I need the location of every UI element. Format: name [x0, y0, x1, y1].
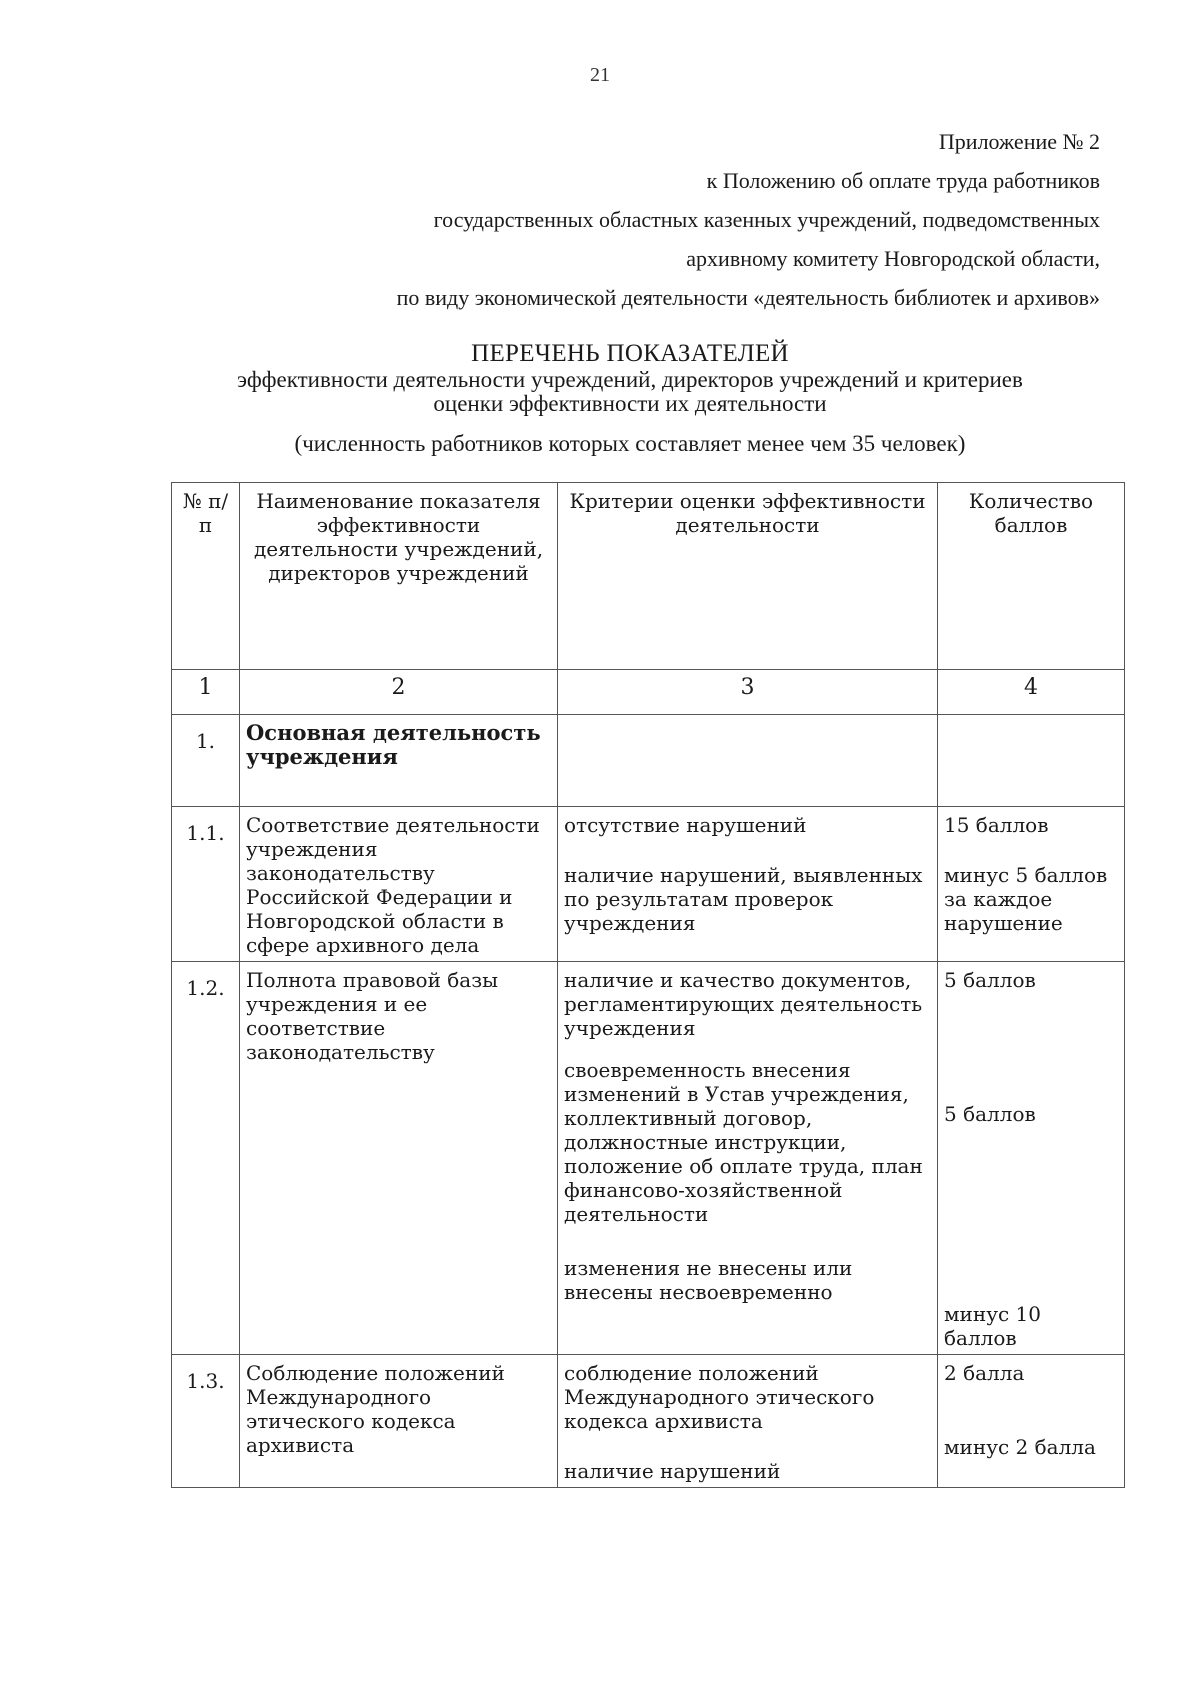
column-number: 2	[240, 670, 558, 715]
row-number: 1.3.	[172, 1355, 240, 1488]
score-cell	[938, 1355, 1125, 1488]
page-number: 21	[590, 64, 610, 86]
empty-cell	[558, 715, 938, 807]
score-cell	[938, 807, 1125, 962]
appendix-line-3: государственных областных казенных учреждений, подведомственных	[433, 207, 1100, 232]
table-header-row	[172, 483, 1125, 670]
indicator-name: Полнота правовой базы учреждения и ее соответствие законодательству	[240, 962, 558, 1355]
empty-cell	[938, 715, 1125, 807]
document-note: (численность работников которых составляет менее чем 35 человек)	[294, 431, 966, 456]
row-number: 1.	[172, 715, 240, 807]
document-subtitle-line-1: эффективности деятельности учреждений, директоров учреждений и критериев	[237, 367, 1023, 392]
table-row	[172, 1355, 1125, 1488]
criterion: наличие и качество документов, регламентирующих деятельность учреждения	[564, 968, 923, 1040]
appendix-line-4: архивному комитету Новгородской области,	[686, 246, 1100, 271]
score-cell	[938, 962, 1125, 1355]
document-heading	[150, 340, 1110, 458]
document-title: ПЕРЕЧЕНЬ ПОКАЗАТЕЛЕЙ	[471, 340, 789, 367]
header-score: Количество баллов	[938, 483, 1125, 670]
indicator-name: Соблюдение положений Международного этического кодекса архивиста	[240, 1355, 558, 1488]
appendix-line-2: к Положению об оплате труда работников	[706, 168, 1100, 193]
criterion: изменения не внесены или внесены несвоевременно	[564, 1256, 853, 1304]
score: 2 балла	[944, 1361, 1025, 1385]
column-number: 1	[172, 670, 240, 715]
table-row	[172, 715, 1125, 807]
column-numbers-row	[172, 670, 1125, 715]
criterion: наличие нарушений	[564, 1459, 781, 1483]
row-number: 1.1.	[172, 807, 240, 962]
appendix-line-5: по виду экономической деятельности «деятельность библиотек и архивов»	[396, 285, 1100, 310]
score: минус 2 балла	[944, 1435, 1096, 1459]
score: 5 баллов	[944, 1102, 1036, 1126]
score: минус 5 баллов за каждое нарушение	[944, 863, 1108, 935]
indicator-name: Соответствие деятельности учреждения законодательству Российской Федерации и Новгородской области в сфере архивного дела	[240, 807, 558, 962]
row-number: 1.2.	[172, 962, 240, 1355]
score: минус 10 баллов	[944, 1302, 1041, 1350]
criterion: соблюдение положений Международного этического кодекса архивиста	[564, 1361, 875, 1433]
criterion: наличие нарушений, выявленных по результатам проверок учреждения	[564, 863, 923, 935]
document-subtitle-line-2: оценки эффективности их деятельности	[433, 391, 827, 416]
column-number: 4	[938, 670, 1125, 715]
criteria-cell	[558, 962, 938, 1355]
criteria-cell	[558, 807, 938, 962]
criterion: своевременность внесения изменений в Устав учреждения, коллективный договор, должностные инструкции, положение об оплате труда, план финансово-хозяйственной деятельности	[564, 1058, 923, 1226]
appendix-line-1: Приложение № 2	[938, 129, 1100, 154]
score: 5 баллов	[944, 968, 1036, 992]
section-title: Основная деятельность учреждения	[240, 715, 558, 807]
header-criteria: Критерии оценки эффективности деятельности	[558, 483, 938, 670]
table-row	[172, 807, 1125, 962]
column-number: 3	[558, 670, 938, 715]
score: 15 баллов	[944, 813, 1049, 837]
table-row	[172, 962, 1125, 1355]
criteria-table	[171, 482, 1125, 1488]
appendix-header	[200, 122, 1100, 317]
header-number: № п/п	[172, 483, 240, 670]
criterion: отсутствие нарушений	[564, 813, 807, 837]
header-indicator-name: Наименование показателя эффективности деятельности учреждений, директоров учреждений	[240, 483, 558, 670]
criteria-cell	[558, 1355, 938, 1488]
